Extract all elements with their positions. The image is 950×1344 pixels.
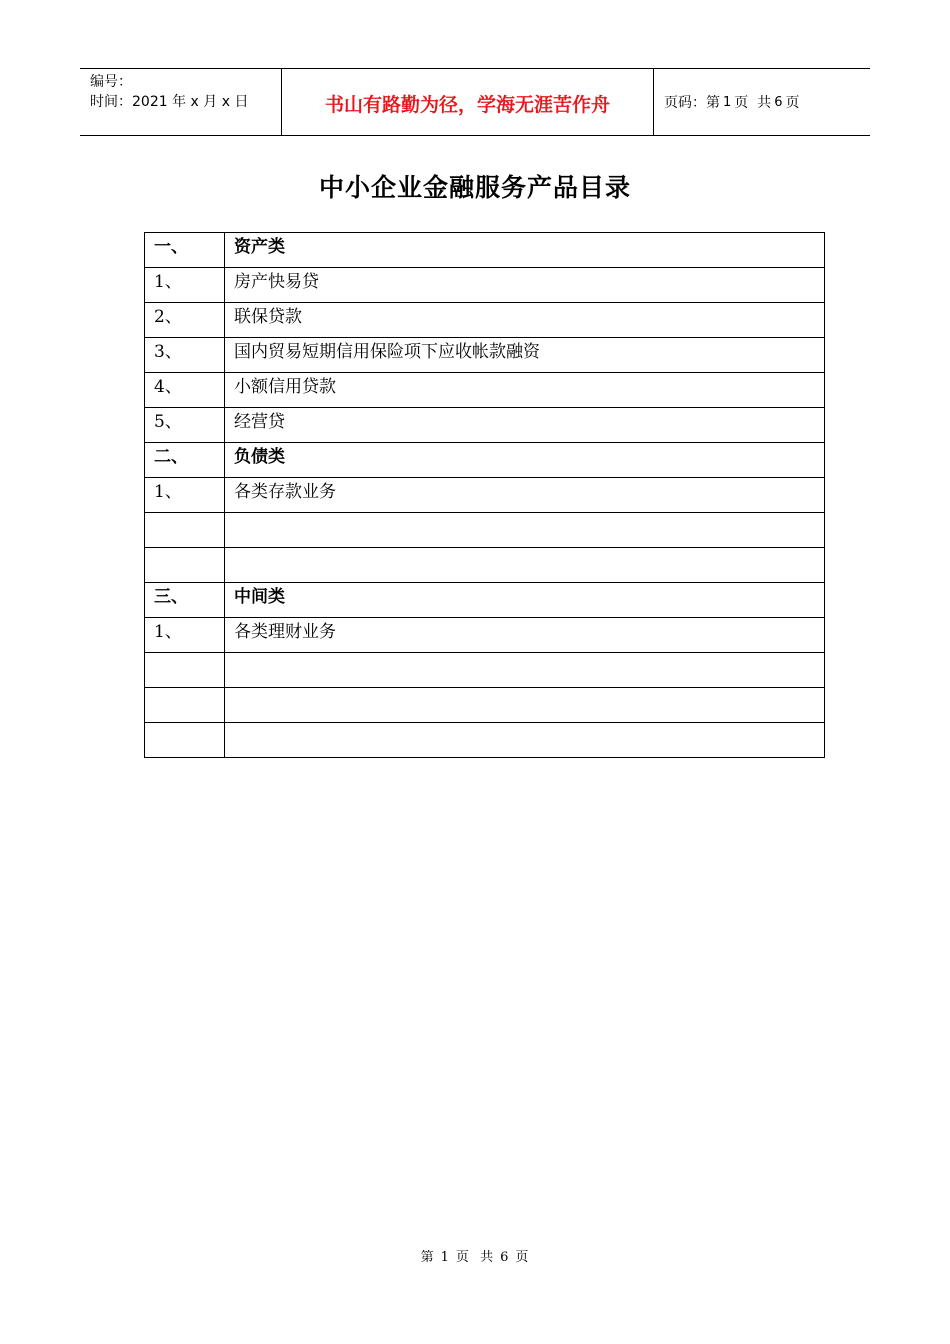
footer-prefix: 第 xyxy=(420,1250,435,1265)
row-index xyxy=(145,513,225,548)
table-row xyxy=(145,513,825,548)
footer-current: 1 xyxy=(440,1250,450,1265)
page-total: 6 xyxy=(774,94,783,110)
footer-mid: 页 共 xyxy=(455,1250,495,1265)
row-label: 负债类 xyxy=(225,443,825,478)
table-row xyxy=(145,373,825,408)
row-label: 资产类 xyxy=(225,233,825,268)
page-header xyxy=(80,68,870,136)
row-index: 2、 xyxy=(145,303,225,338)
footer-suffix: 页 xyxy=(515,1250,530,1265)
product-catalog-table xyxy=(144,232,825,758)
header-page-number xyxy=(654,69,870,135)
row-label: 各类理财业务 xyxy=(225,618,825,653)
row-index: 5、 xyxy=(145,408,225,443)
row-label: 联保贷款 xyxy=(225,303,825,338)
table-row xyxy=(145,408,825,443)
row-label: 房产快易贷 xyxy=(225,268,825,303)
row-index: 三、 xyxy=(145,583,225,618)
row-label xyxy=(225,723,825,758)
row-index: 1、 xyxy=(145,268,225,303)
table-row xyxy=(145,688,825,723)
table-row xyxy=(145,723,825,758)
row-index: 4、 xyxy=(145,373,225,408)
page-footer xyxy=(0,1246,950,1265)
table-row xyxy=(145,338,825,373)
row-label xyxy=(225,688,825,723)
header-meta xyxy=(80,69,282,135)
row-index: 1、 xyxy=(145,478,225,513)
row-label: 小额信用贷款 xyxy=(225,373,825,408)
table-row xyxy=(145,303,825,338)
row-index: 1、 xyxy=(145,618,225,653)
page-current: 1 xyxy=(723,94,732,110)
table-row xyxy=(145,478,825,513)
table-section-row xyxy=(145,583,825,618)
row-index xyxy=(145,548,225,583)
row-index xyxy=(145,653,225,688)
row-label: 经营贷 xyxy=(225,408,825,443)
row-index xyxy=(145,723,225,758)
page-prefix: 页码：第 xyxy=(664,95,720,111)
row-index xyxy=(145,688,225,723)
row-label xyxy=(225,653,825,688)
row-index: 一、 xyxy=(145,233,225,268)
row-index: 3、 xyxy=(145,338,225,373)
row-label: 各类存款业务 xyxy=(225,478,825,513)
row-label: 国内贸易短期信用保险项下应收帐款融资 xyxy=(225,338,825,373)
document-date: 时间：2021 年 x 月 x 日 xyxy=(90,94,249,110)
table-section-row xyxy=(145,443,825,478)
page-suffix: 页 xyxy=(785,95,800,111)
row-index: 二、 xyxy=(145,443,225,478)
row-label xyxy=(225,548,825,583)
table-row xyxy=(145,653,825,688)
table-row xyxy=(145,618,825,653)
document-title: 中小企业金融服务产品目录 xyxy=(318,173,631,202)
table-section-row xyxy=(145,233,825,268)
row-label: 中间类 xyxy=(225,583,825,618)
document-number-label: 编号： xyxy=(90,74,132,90)
page-mid: 页 共 xyxy=(734,95,772,111)
table-row xyxy=(145,548,825,583)
footer-total: 6 xyxy=(500,1250,510,1265)
header-motto: 书山有路勤为径，学海无涯苦作舟 xyxy=(282,69,654,135)
table-row xyxy=(145,268,825,303)
row-label xyxy=(225,513,825,548)
